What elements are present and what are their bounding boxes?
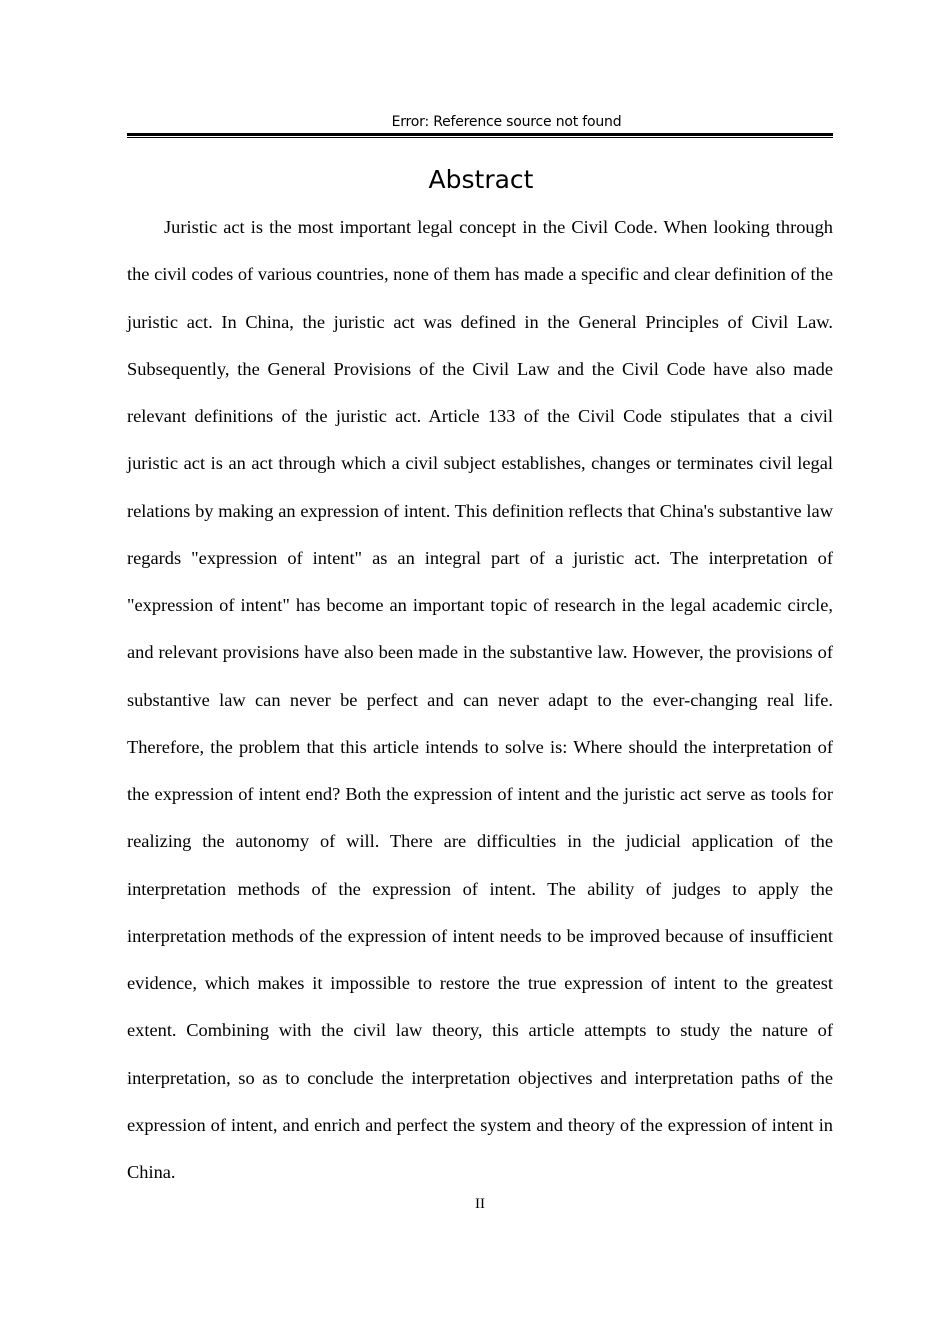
page-number: II [475,1196,485,1212]
page-title: Abstract [428,165,534,194]
abstract-paragraph: Juristic act is the most important legal concept in the Civil Code. When looking through the civil codes of various countries, none of them has made a specific and clear definition of the juristic act. In China, the juristic act was defined in the General Principles of Civil Law. Subsequently, the General Provisions of the Civil Law and the Civil Code have also made relevant definitions of the juristic act. Article 133 of the Civil Code stipulates that a civil juristic act is an act through which a civil subject establishes, changes or terminates civil legal relations by making an expression of intent. This definition reflects that China's substantive law regards "expression of intent" as an integral part of a juristic act. The interpretation of "expression of intent" has become an important topic of research in the legal academic circle, and relevant provisions have also been made in the substantive law. However, the provisions of substantive law can never be perfect and can never adapt to the ever-changing real life. Therefore, the problem that this article intends to solve is: Where should the interpretation of the expression of intent end? Both the expression of intent and the juristic act serve as tools for realizing the autonomy of will. There are difficulties in the judicial application of the interpretation methods of the expression of intent. The ability of judges to apply the interpretation methods of the expression of intent needs to be improved because of insufficient evidence, which makes it impossible to restore the true expression of intent to the greatest extent. Combining with the civil law theory, this article attempts to study the nature of interpretation, so as to conclude the interpretation objectives and interpretation paths of the expression of intent, and enrich and perfect the system and theory of the expression of intent in China. [127,217,833,1182]
header-rule-thin [127,137,833,138]
running-header: Error: Reference source not found [391,114,622,130]
header-rule-thick [127,133,833,136]
